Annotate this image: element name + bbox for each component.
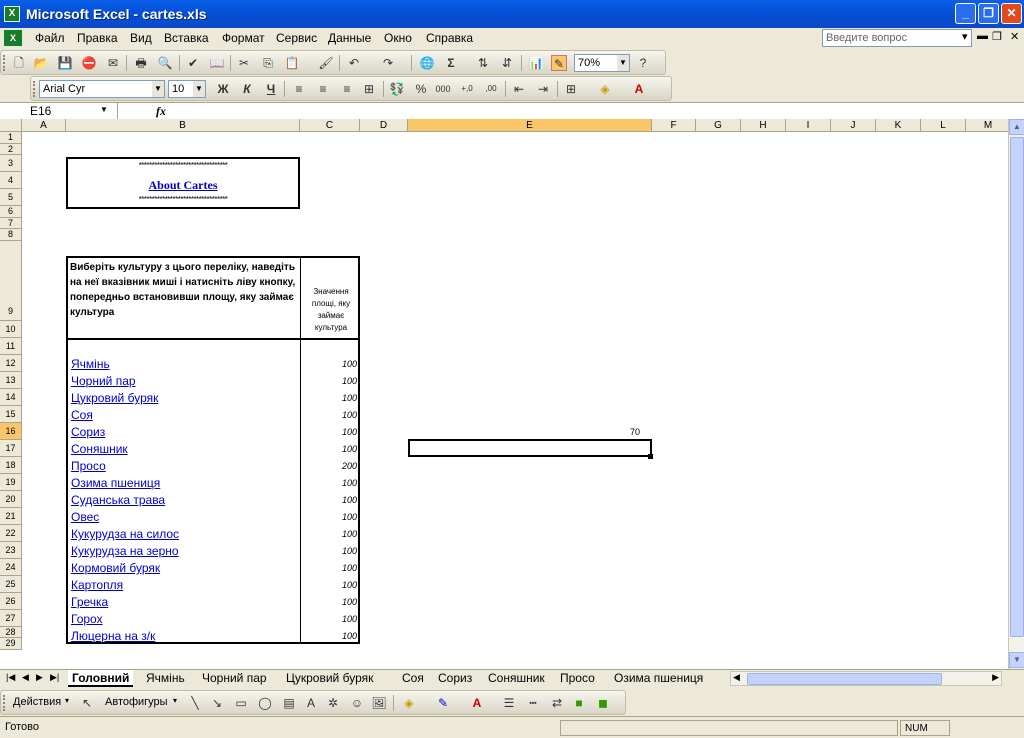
font-size-select[interactable]: 10 ▼ [168,80,206,98]
crop-link[interactable]: Кукурудза на зерно [71,544,179,558]
crop-link[interactable]: Картопля [71,578,124,592]
row-header-21[interactable]: 21 [0,508,22,525]
currency-icon[interactable]: 💱 [389,82,405,96]
next-sheet-icon[interactable]: ▶ [36,672,43,682]
crop-area-value[interactable]: 100 [341,359,357,369]
row-header-28[interactable]: 28 [0,627,22,639]
menu-edit[interactable]: Правка [77,31,118,45]
email-icon[interactable]: ✉ [107,56,119,70]
copy-icon[interactable]: ⎘ [263,56,273,70]
crop-area-value[interactable]: 100 [341,512,357,522]
row-header-29[interactable]: 29 [0,638,22,650]
fill-handle[interactable] [648,454,653,459]
line-color-icon[interactable]: ✎ [437,696,449,710]
menu-view[interactable]: Вид [130,31,152,45]
crop-link[interactable]: Соя [71,408,93,422]
bold-icon[interactable]: Ж [217,82,229,96]
sheet-tab[interactable]: Соняшник [488,671,545,685]
draw-fill-color-icon[interactable]: ◈ [404,696,414,710]
row-header-27[interactable]: 27 [0,610,22,627]
align-right-icon[interactable]: ≡ [343,82,351,96]
row-header-10[interactable]: 10 [0,321,22,338]
scroll-down-icon[interactable]: ▼ [1009,652,1024,668]
crop-area-value[interactable]: 100 [341,631,357,641]
crop-link[interactable]: Ячмінь [71,357,110,371]
column-header-D[interactable]: D [360,119,408,132]
textbox-icon[interactable]: ▤ [283,696,295,710]
arrow-icon[interactable]: ↘ [211,696,223,710]
new-icon[interactable]: 🗋 [14,56,24,70]
line-icon[interactable]: ╲ [191,696,199,710]
horizontal-scroll-thumb[interactable] [747,673,942,685]
crop-link[interactable]: Кормовий буряк [71,561,161,575]
sheet-tab[interactable]: Озима пшениця [614,671,704,685]
picture-icon[interactable]: 🖼 [371,696,387,710]
row-header-8[interactable]: 8 [0,229,22,241]
crop-area-value[interactable]: 100 [341,444,357,454]
chevron-down-icon: ▼ [152,81,164,97]
menu-format[interactable]: Формат [222,31,265,45]
about-link[interactable]: About Cartes [148,178,218,192]
crop-link[interactable]: Кукурудза на силос [71,527,180,541]
row-header-19[interactable]: 19 [0,474,22,491]
crop-link[interactable]: Овес [71,510,100,524]
row-header-5[interactable]: 5 [0,189,22,206]
actions-dropdown-icon[interactable]: ▾ [65,696,70,705]
sheet-tab[interactable]: Просо [560,671,595,685]
scroll-right-icon[interactable]: ▶ [992,672,999,682]
crop-area-value[interactable]: 100 [341,597,357,607]
crop-area-value[interactable]: 200 [341,461,357,471]
sheet-tab[interactable]: Чорний пар [202,671,267,685]
row-header-24[interactable]: 24 [0,559,22,576]
doc-close-icon[interactable]: ✕ [1010,31,1020,43]
help-icon[interactable]: ? [639,56,647,70]
menu-insert[interactable]: Вставка [164,31,209,45]
vertical-scroll-thumb[interactable] [1010,137,1024,637]
crop-link[interactable]: Суданська трава [71,493,166,507]
crop-area-value[interactable]: 100 [341,376,357,386]
crop-link[interactable]: Соняшник [71,442,128,456]
print-icon[interactable]: 🖶 [135,56,147,70]
help-search-input[interactable]: Введите вопрос [822,29,972,47]
restore-button[interactable]: ❐ [978,3,999,24]
crop-area-value[interactable]: 100 [341,427,357,437]
sheet-tab[interactable]: Сориз [438,671,473,685]
arrow-style-icon[interactable]: ⇄ [551,696,563,710]
excel-icon[interactable]: X [4,6,20,22]
crop-link[interactable]: Чорний пар [71,374,136,388]
borders-icon[interactable]: ⊞ [565,82,577,96]
title-bar [0,0,1024,28]
clipart-icon[interactable]: ☺ [350,696,364,710]
crop-area-value[interactable]: 100 [341,580,357,590]
column-header-K[interactable]: K [876,119,921,132]
sort-asc-icon[interactable]: ⇅ [477,56,489,70]
row-header-2[interactable]: 2 [0,144,22,156]
sheet-tabs-bar [0,669,1024,687]
dash-style-icon[interactable]: ┅ [529,696,537,710]
row-header-14[interactable]: 14 [0,389,22,406]
name-box-dropdown-icon[interactable]: ▼ [100,105,108,114]
row-header-13[interactable]: 13 [0,372,22,389]
doc-minimize-icon[interactable]: ▬ [977,30,988,42]
sheet-tab[interactable]: Цукровий буряк [286,671,374,685]
redo-icon[interactable]: ↷ [382,56,394,70]
row-header-16[interactable]: 16 [0,423,22,440]
row-header-1[interactable]: 1 [0,132,22,144]
decrease-decimal-icon[interactable]: ,00 [485,84,497,93]
name-box[interactable]: E16 [0,103,118,119]
hyperlink-icon[interactable]: 🌐 [419,56,435,70]
crop-area-value[interactable]: 100 [341,546,357,556]
crop-link[interactable]: Озима пшениця [71,476,161,490]
workbook-icon[interactable]: X [4,30,22,46]
chevron-down-icon: ▼ [617,55,629,71]
select-all-corner[interactable] [0,119,22,132]
horizontal-scrollbar[interactable] [730,671,1002,686]
column-header-C[interactable]: C [300,119,360,132]
first-sheet-icon[interactable]: |◀ [6,672,16,682]
selected-cell-e16[interactable] [408,439,652,457]
vertical-scrollbar[interactable] [1008,119,1024,669]
cell-e15-value: 70 [630,427,641,437]
paste-icon[interactable]: 📋 [284,56,300,70]
column-header-F[interactable]: F [652,119,696,132]
row-header-15[interactable]: 15 [0,406,22,423]
wordart-icon[interactable]: A [306,696,315,710]
draw-font-color-icon[interactable]: A [472,696,482,710]
fill-color-icon[interactable]: ◈ [600,82,610,96]
column-header-J[interactable]: J [831,119,876,132]
diagram-icon[interactable]: ✲ [327,696,339,710]
comma-style-icon[interactable]: 000 [435,84,451,94]
row-header-18[interactable]: 18 [0,457,22,474]
crop-area-value[interactable]: 100 [341,495,357,505]
menu-file[interactable]: Файл [35,31,65,45]
column-header-E[interactable]: E [408,119,652,132]
row-header-25[interactable]: 25 [0,576,22,593]
chevron-down-icon: ▼ [193,81,205,97]
merge-center-icon[interactable]: ⊞ [363,82,375,96]
print-preview-icon[interactable]: 🔍 [157,56,173,70]
menu-bar [0,28,1024,49]
stars-top: ********************************** [138,161,228,170]
menu-data[interactable]: Данные [328,31,372,45]
menu-help[interactable]: Справка [426,31,474,45]
menu-window[interactable]: Окно [384,31,412,45]
rectangle-icon[interactable]: ▭ [235,696,247,710]
row-header-4[interactable]: 4 [0,172,22,189]
menu-tools[interactable]: Сервис [276,31,318,45]
standard-toolbar [0,50,666,75]
line-style-icon[interactable]: ☰ [503,696,515,710]
function-icon[interactable]: fx [156,104,166,118]
crop-area-value[interactable]: 100 [341,410,357,420]
sheet-tab[interactable]: Головний [68,670,133,687]
column-header-A[interactable]: A [22,119,66,132]
crop-area-value[interactable]: 100 [341,563,357,573]
prev-sheet-icon[interactable]: ◀ [22,672,29,682]
scroll-up-icon[interactable]: ▲ [1009,119,1024,135]
row-header-6[interactable]: 6 [0,206,22,218]
stars-bottom: ********************************** [138,195,228,204]
font-color-icon[interactable]: A [634,82,644,96]
zoom-select[interactable]: 70% ▼ [574,54,630,72]
column-header-G[interactable]: G [696,119,741,132]
sort-desc-icon[interactable]: ⇵ [501,56,513,70]
percent-icon[interactable]: % [415,82,427,96]
permission-icon[interactable]: ⛔ [81,56,97,70]
doc-restore-icon[interactable]: ❐ [992,31,1002,43]
column-header-B[interactable]: B [66,119,300,132]
3d-icon[interactable]: ◼ [598,696,608,710]
row-header-3[interactable]: 3 [0,155,22,172]
increase-decimal-icon[interactable]: +,0 [461,84,473,93]
row-header-20[interactable]: 20 [0,491,22,508]
status-bar [0,716,1024,738]
chart-wizard-icon[interactable]: 📊 [528,56,544,70]
row-header-17[interactable]: 17 [0,440,22,457]
column-header-M[interactable]: M [966,119,1008,132]
autoshapes-menu[interactable]: Автофигуры [105,696,168,708]
window-title: Microsoft Excel - cartes.xls [26,6,207,22]
table-header-instructions: Виберіть культуру з цього переліку, наведіть на неї вказівник миші і натисніть ліву кнопку, попередньо встановивши площу, яку займає культура [70,262,296,318]
row-header-12[interactable]: 12 [0,355,22,372]
help-dropdown-icon[interactable]: ▾ [962,31,968,43]
italic-icon[interactable]: К [243,82,251,96]
align-center-icon[interactable]: ≡ [319,82,327,96]
row-header-22[interactable]: 22 [0,525,22,542]
spelling-icon[interactable]: ✔ [187,56,199,70]
sheet-tab[interactable]: Соя [402,671,424,685]
drawing-icon[interactable]: ✎ [551,55,567,71]
row-header-26[interactable]: 26 [0,593,22,610]
column-header-I[interactable]: I [786,119,831,132]
undo-icon[interactable]: ↶ [348,56,360,70]
crop-link[interactable]: Люцерна на з/к [71,629,156,643]
drawing-toolbar [0,690,626,715]
autoshapes-dropdown-icon[interactable]: ▾ [173,696,178,705]
underline-icon[interactable]: Ч [266,82,276,96]
row-header-23[interactable]: 23 [0,542,22,559]
decrease-indent-icon[interactable]: ⇤ [513,82,525,96]
research-icon[interactable]: 📖 [209,56,225,70]
autosum-icon[interactable]: Σ [447,56,455,70]
formula-bar [0,102,1024,119]
open-icon[interactable]: 📂 [33,56,49,70]
minimize-button[interactable]: _ [955,3,976,24]
align-left-icon[interactable]: ≡ [295,82,303,96]
format-painter-icon[interactable]: 🖌 [318,56,334,70]
crops-table [66,256,360,644]
about-box [66,157,300,209]
crop-link[interactable]: Горох [71,612,103,626]
column-header-H[interactable]: H [741,119,786,132]
row-header-9[interactable]: 9 [0,241,22,321]
draw-actions-menu[interactable]: Действия [13,696,62,708]
scroll-left-icon[interactable]: ◀ [733,672,740,682]
crop-area-value[interactable]: 100 [341,478,357,488]
formatting-toolbar [30,76,672,101]
save-icon[interactable]: 💾 [57,56,73,70]
select-objects-icon[interactable]: ↖ [81,696,93,710]
status-text: Готово [5,721,39,733]
last-sheet-icon[interactable]: ▶| [50,672,60,682]
sheet-tab[interactable]: Ячмінь [146,671,185,685]
crop-area-value[interactable]: 100 [341,614,357,624]
row-header-11[interactable]: 11 [0,338,22,355]
oval-icon[interactable]: ◯ [258,696,272,710]
cut-icon[interactable]: ✂ [238,56,250,70]
crop-link[interactable]: Цукровий буряк [71,391,159,405]
row-header-7[interactable]: 7 [0,218,22,230]
increase-indent-icon[interactable]: ⇥ [537,82,549,96]
crop-link[interactable]: Просо [71,459,106,473]
shadow-icon[interactable]: ■ [575,696,583,710]
numlock-indicator: NUM [900,720,950,736]
crop-link[interactable]: Гречка [71,595,109,609]
table-header-area: Значення площі, яку займає культура [311,287,351,332]
crop-link[interactable]: Сориз [71,425,106,439]
close-button[interactable]: ✕ [1001,3,1022,24]
crop-area-value[interactable]: 100 [341,393,357,403]
column-header-L[interactable]: L [921,119,966,132]
crop-area-value[interactable]: 100 [341,529,357,539]
font-select[interactable]: Arial Cyr ▼ [39,80,165,98]
